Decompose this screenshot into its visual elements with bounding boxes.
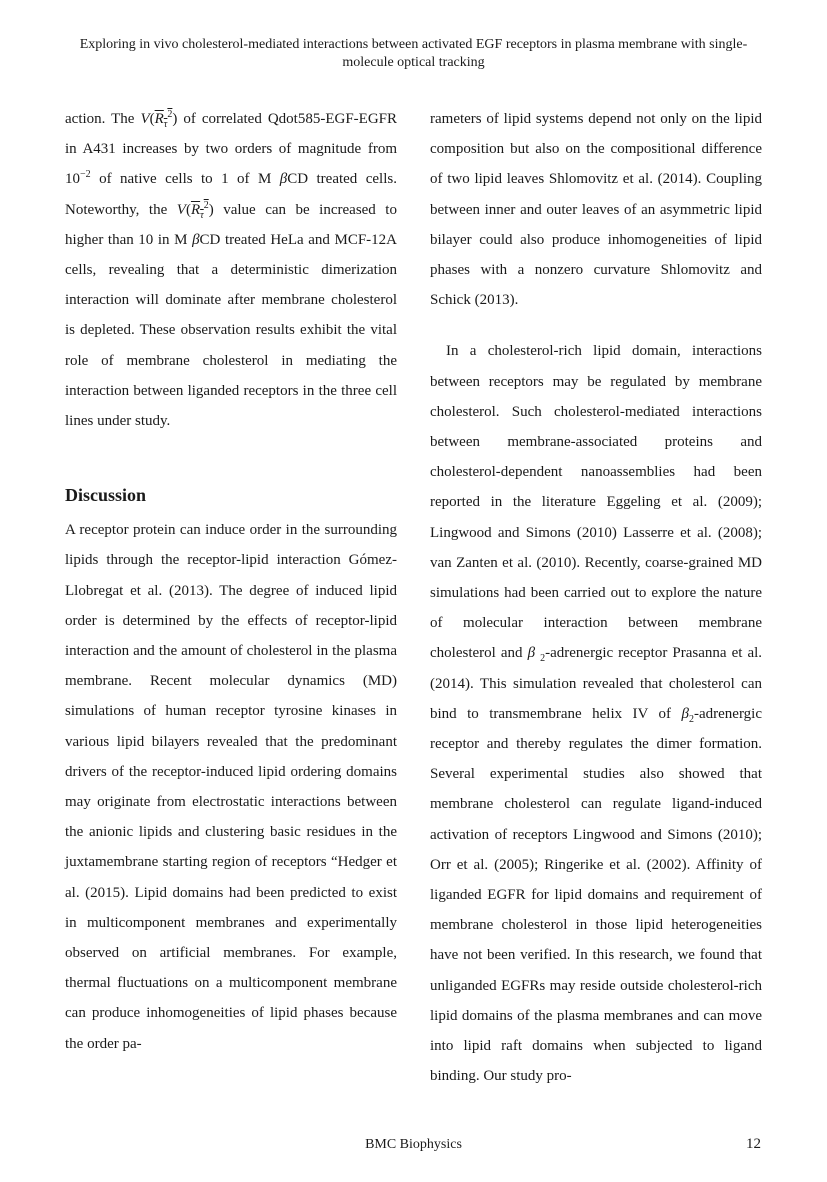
cholesterol-paragraph: In a cholesterol-rich lipid domain, interactions between receptors may be regulated by membrane cholesterol. Such cholesterol-mediated interactions between membrane-associated proteins and cholesterol-dependent nanoassemblies had been reported in the literature Eggeling et al. (2009); Lingwood and Simons (2010) Lasserre et al. (2008); van Zanten et al. (2010). Recently, coarse-grained MD simulations had been carried out to explore the nature of molecular interaction between membrane cholesterol and β $_2$-adrenergic receptor Prasanna et al. (2014). This simulation revealed that cholesterol can bind to transmembrane helix IV of $\beta_2$-adrenergic receptor and thereby regulates the dimer formation. Several experimental studies also showed that membrane cholesterol can regulate ligand-induced activation of receptors Lingwood and Simons (2010); Orr et al. (2005); Ringerike et al. (2002). Affinity of liganded EGFR for lipid domains and requirement of membrane cholesterol in those lipid heterogeneities have not been verified. In this research, we found that unliganded EGFRs may reside outside cholesterol-rich lipid domains of the plasma membranes and can move into lipid raft domains when subjected to ligand binding. Our study pro- (430, 343, 763, 1085)
exponent: −2 (80, 169, 91, 181)
math-v-r-tau: $V(R_\tau^2)$ (140, 109, 178, 130)
results-paragraph (65, 104, 397, 436)
beta-symbol: β (192, 231, 200, 248)
text-run: of native cells to 1 of M (90, 171, 280, 188)
text-run: action. The (65, 111, 141, 127)
right-column (430, 104, 762, 1092)
math-v-r-tau: $V(R_\tau^2)$ (176, 199, 214, 221)
text-run: CD treated cells. Noteworthy, the (65, 171, 397, 218)
text-run: value can be increased to higher than 10 in M (65, 201, 397, 248)
discussion-heading: Discussion (65, 485, 147, 506)
text-run: In a cholesterol-rich lipid domain, interactions between receptors may be regulated by membrane cholesterol. Such cholesterol-mediated interactions between membrane-associated proteins and cholesterol-dependent nanoassemblies had been reported in the literature Eggeling et al. (2009); Lingwood and Simons (2010) Lasserre et al. (2008); van Zanten et al. (2010). Recently, coarse-grained MD simulations had been carried out to explore the nature of molecular interaction between membrane cholesterol and (430, 343, 762, 662)
beta-symbol: β (279, 171, 288, 188)
text-run: -adrenergic receptor Prasanna et al. (2014). This simulation revealed that cholesterol can bind to transmembrane helix IV of (430, 645, 763, 722)
discussion-paragraph: A receptor protein can induce order in the surrounding lipids through the receptor-lipid interaction Gómez-Llobregat et al. (2013). The degree of induced lipid order is determined by the effects of receptor-lipid interaction and the amount of cholesterol in the plasma membrane. Recent molecular dynamics (MD) simulations of human receptor tyrosine kinases in various lipid bilayers revealed that the predominant drivers of the receptor-induced lipid ordering domains may originate from electrostatic interactions between the anionic lipids and clustering basic residues in the juxtamembrane starting region of receptors “Hedger et al. (2015). Lipid domains had been predicted to exist in multicomponent membranes and experimentally observed on artificial membranes. For example, thermal fluctuations on a multicomponent membrane can produce inhomogeneities of lipid phases because the order pa- (65, 522, 397, 1052)
beta-symbol: β (527, 645, 536, 662)
text-run: -adrenergic receptor and thereby regulates the dimer formation. Several experimental studies also showed that membrane cholesterol can regulate ligand-induced activation of receptors Lingwood and Simons (2010); Orr et al. (2005); Ringerike et al. (2002). Affinity of liganded EGFR for lipid domains and requirement of membrane cholesterol in those lipid heterogeneities have not been verified. In this research, we found that unliganded EGFRs may reside outside cholesterol-rich lipid domains of the plasma membranes and can move into lipid raft domains when subjected to ligand binding. Our study pro- (430, 705, 762, 1085)
left-column (65, 104, 397, 1059)
journal-name: BMC Biophysics (365, 1137, 462, 1152)
text-run: of correlated Qdot585-EGF-EGFR in A431 increases by two orders of magnitude from 10 (65, 111, 398, 188)
beta-symbol: β (681, 705, 689, 722)
text-run: CD treated HeLa and MCF-12A cells, revealing that a deterministic dimerization interaction will dominate after membrane cholesterol is depleted. These observation results exhibit the vital role of membrane cholesterol in mediating the interaction between liganded receptors in the three cell lines under study. (65, 231, 397, 430)
lipid-paragraph: rameters of lipid systems depend not only on the lipid composition but also on the compositional difference of two lipid leaves Shlomovitz et al. (2014). Coupling between inner and outer leaves of an asymmetric lipid bilayer could also produce inhomogeneities of lipid phases with a nonzero curvature Shlomovitz and Schick (2013). (430, 111, 762, 309)
page-number: 12 (746, 1136, 761, 1152)
running-title: Exploring in vivo cholesterol-mediated interactions between activated EGF receptors in plasma membrane with single-molecule optical tracking (79, 37, 748, 70)
